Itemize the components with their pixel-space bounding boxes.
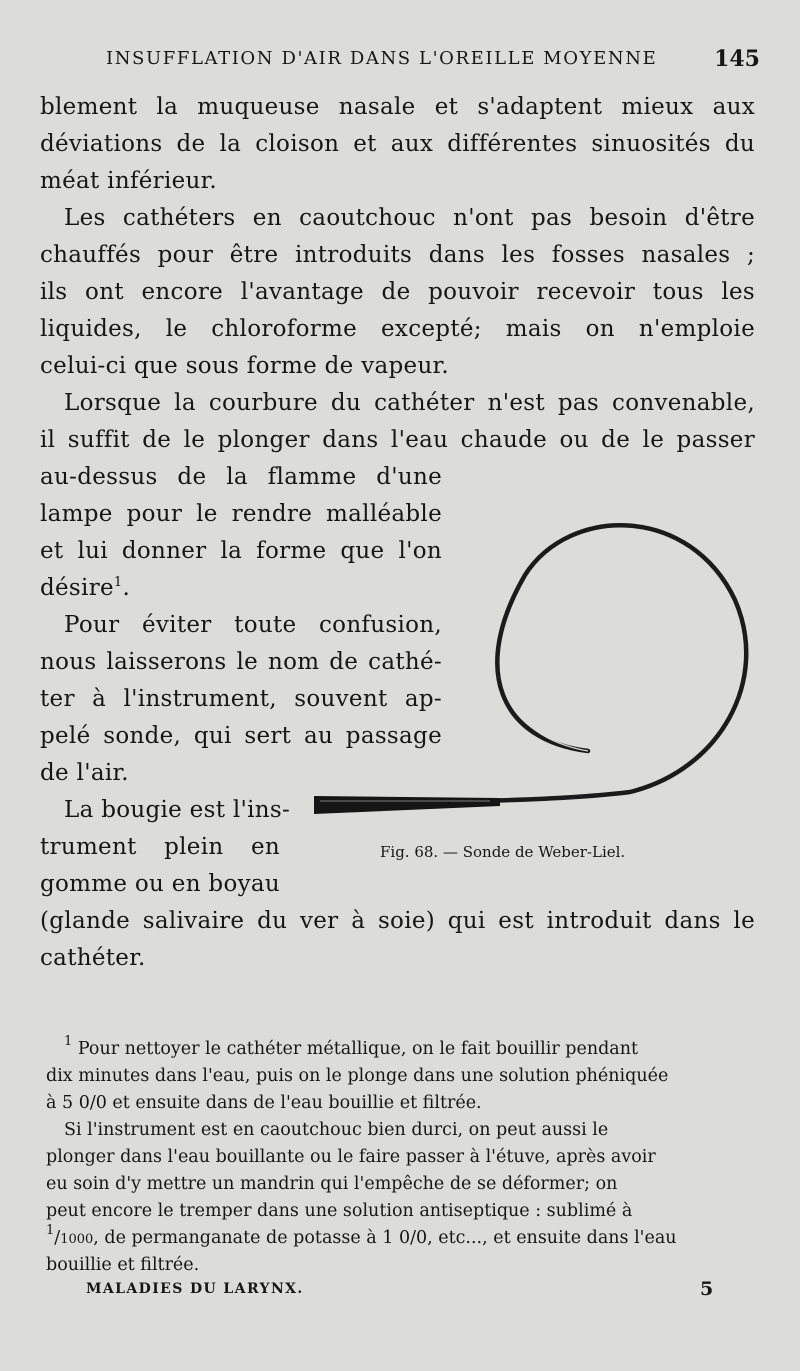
catheter-loop (340, 525, 746, 802)
text-line: chauffés pour être introduits dans les fosses nasales ; (40, 242, 755, 268)
text-line: celui-ci que sous forme de vapeur. (40, 353, 449, 379)
running-title: INSUFFLATION D'AIR DANS L'OREILLE MOYENNE (106, 48, 658, 69)
page-number: 145 (714, 46, 760, 72)
text-line: lampe pour le rendre malléable (40, 501, 442, 527)
text-line-with-note (40, 573, 130, 603)
text-line-end: . (122, 575, 131, 601)
footnote-marker: 1 (64, 1034, 73, 1049)
footnote-line: à 5 0/0 et ensuite dans de l'eau bouillie et filtrée. (46, 1093, 482, 1113)
footer-book-title: MALADIES DU LARYNX. (86, 1281, 304, 1297)
text-line: Les cathéters en caoutchouc n'ont pas besoin d'être (64, 205, 755, 231)
text-line: ter à l'instrument, souvent ap- (40, 686, 442, 712)
text-line: désire (40, 575, 114, 601)
figure-caption: Fig. 68. — Sonde de Weber-Liel. (380, 843, 626, 861)
footer-signature: 5 (700, 1278, 714, 1300)
text-line: de l'air. (40, 760, 129, 786)
footnote-line (46, 1036, 756, 1063)
text-line: il suffit de le plonger dans l'eau chaude ou de le passer (40, 427, 755, 453)
text-line: blement la muqueuse nasale et s'adaptent mieux aux (40, 94, 755, 120)
text-line: La bougie est l'ins- (64, 797, 291, 823)
text-line: (glande salivaire du ver à soie) qui est introduit dans le (40, 908, 755, 934)
catheter-loop-inner (502, 531, 740, 786)
text-line: déviations de la cloison et aux différentes sinuosités du (40, 131, 755, 157)
text-line: Lorsque la courbure du cathéter n'est pas convenable, (64, 390, 755, 416)
text-line: liquides, le chloroforme excepté; mais on n'emploie (40, 316, 755, 342)
text-line: Pour éviter toute confusion, (64, 612, 442, 638)
text-line: au-dessus de la flamme d'une (40, 464, 442, 490)
footnote-line: dix minutes dans l'eau, puis on le plonge dans une solution phéniquée (46, 1066, 669, 1086)
text-line: cathéter. (40, 945, 146, 971)
footnote-line: plonger dans l'eau bouillante ou le faire passer à l'étuve, après avoir (46, 1147, 656, 1167)
footnote-line: $^1$/1000, de permanganate de potasse à 1 0/0, etc..., et ensuite dans l'eau (46, 1223, 677, 1248)
text-line: méat inférieur. (40, 168, 218, 194)
footnote-line: Si l'instrument est en caoutchouc bien durci, on peut aussi le (64, 1120, 609, 1140)
text-line: trument plein en (40, 834, 280, 860)
page-header (40, 46, 760, 78)
fraction-numerator: 1 (46, 1223, 55, 1238)
footnote-line-text: Pour nettoyer le cathéter métallique, on le fait bouillir pendant (77, 1039, 639, 1059)
fraction-denominator: 1000 (60, 1232, 94, 1247)
catheter-handle (314, 796, 500, 814)
footnote-line: peut encore le tremper dans une solution antiseptique : sublimé à (46, 1201, 633, 1221)
text-line: nous laisserons le nom de cathé- (40, 649, 442, 675)
text-line: pelé sonde, qui sert au passage (40, 723, 442, 749)
footnote-line-text: de permanganate de potasse à 1 0/0, etc..., et ensuite dans l'eau (104, 1228, 677, 1248)
catheter-illustration (300, 510, 760, 830)
footnote-line: eu soin d'y mettre un mandrin qui l'empêche de se déformer; on (46, 1174, 618, 1194)
text-line: gomme ou en boyau (40, 871, 281, 897)
footnote-line: bouillie et filtrée. (46, 1255, 200, 1275)
footnote-reference: 1 (113, 575, 123, 590)
text-line: ils ont encore l'avantage de pouvoir recevoir tous les (40, 279, 755, 305)
text-line: et lui donner la forme que l'on (40, 538, 442, 564)
